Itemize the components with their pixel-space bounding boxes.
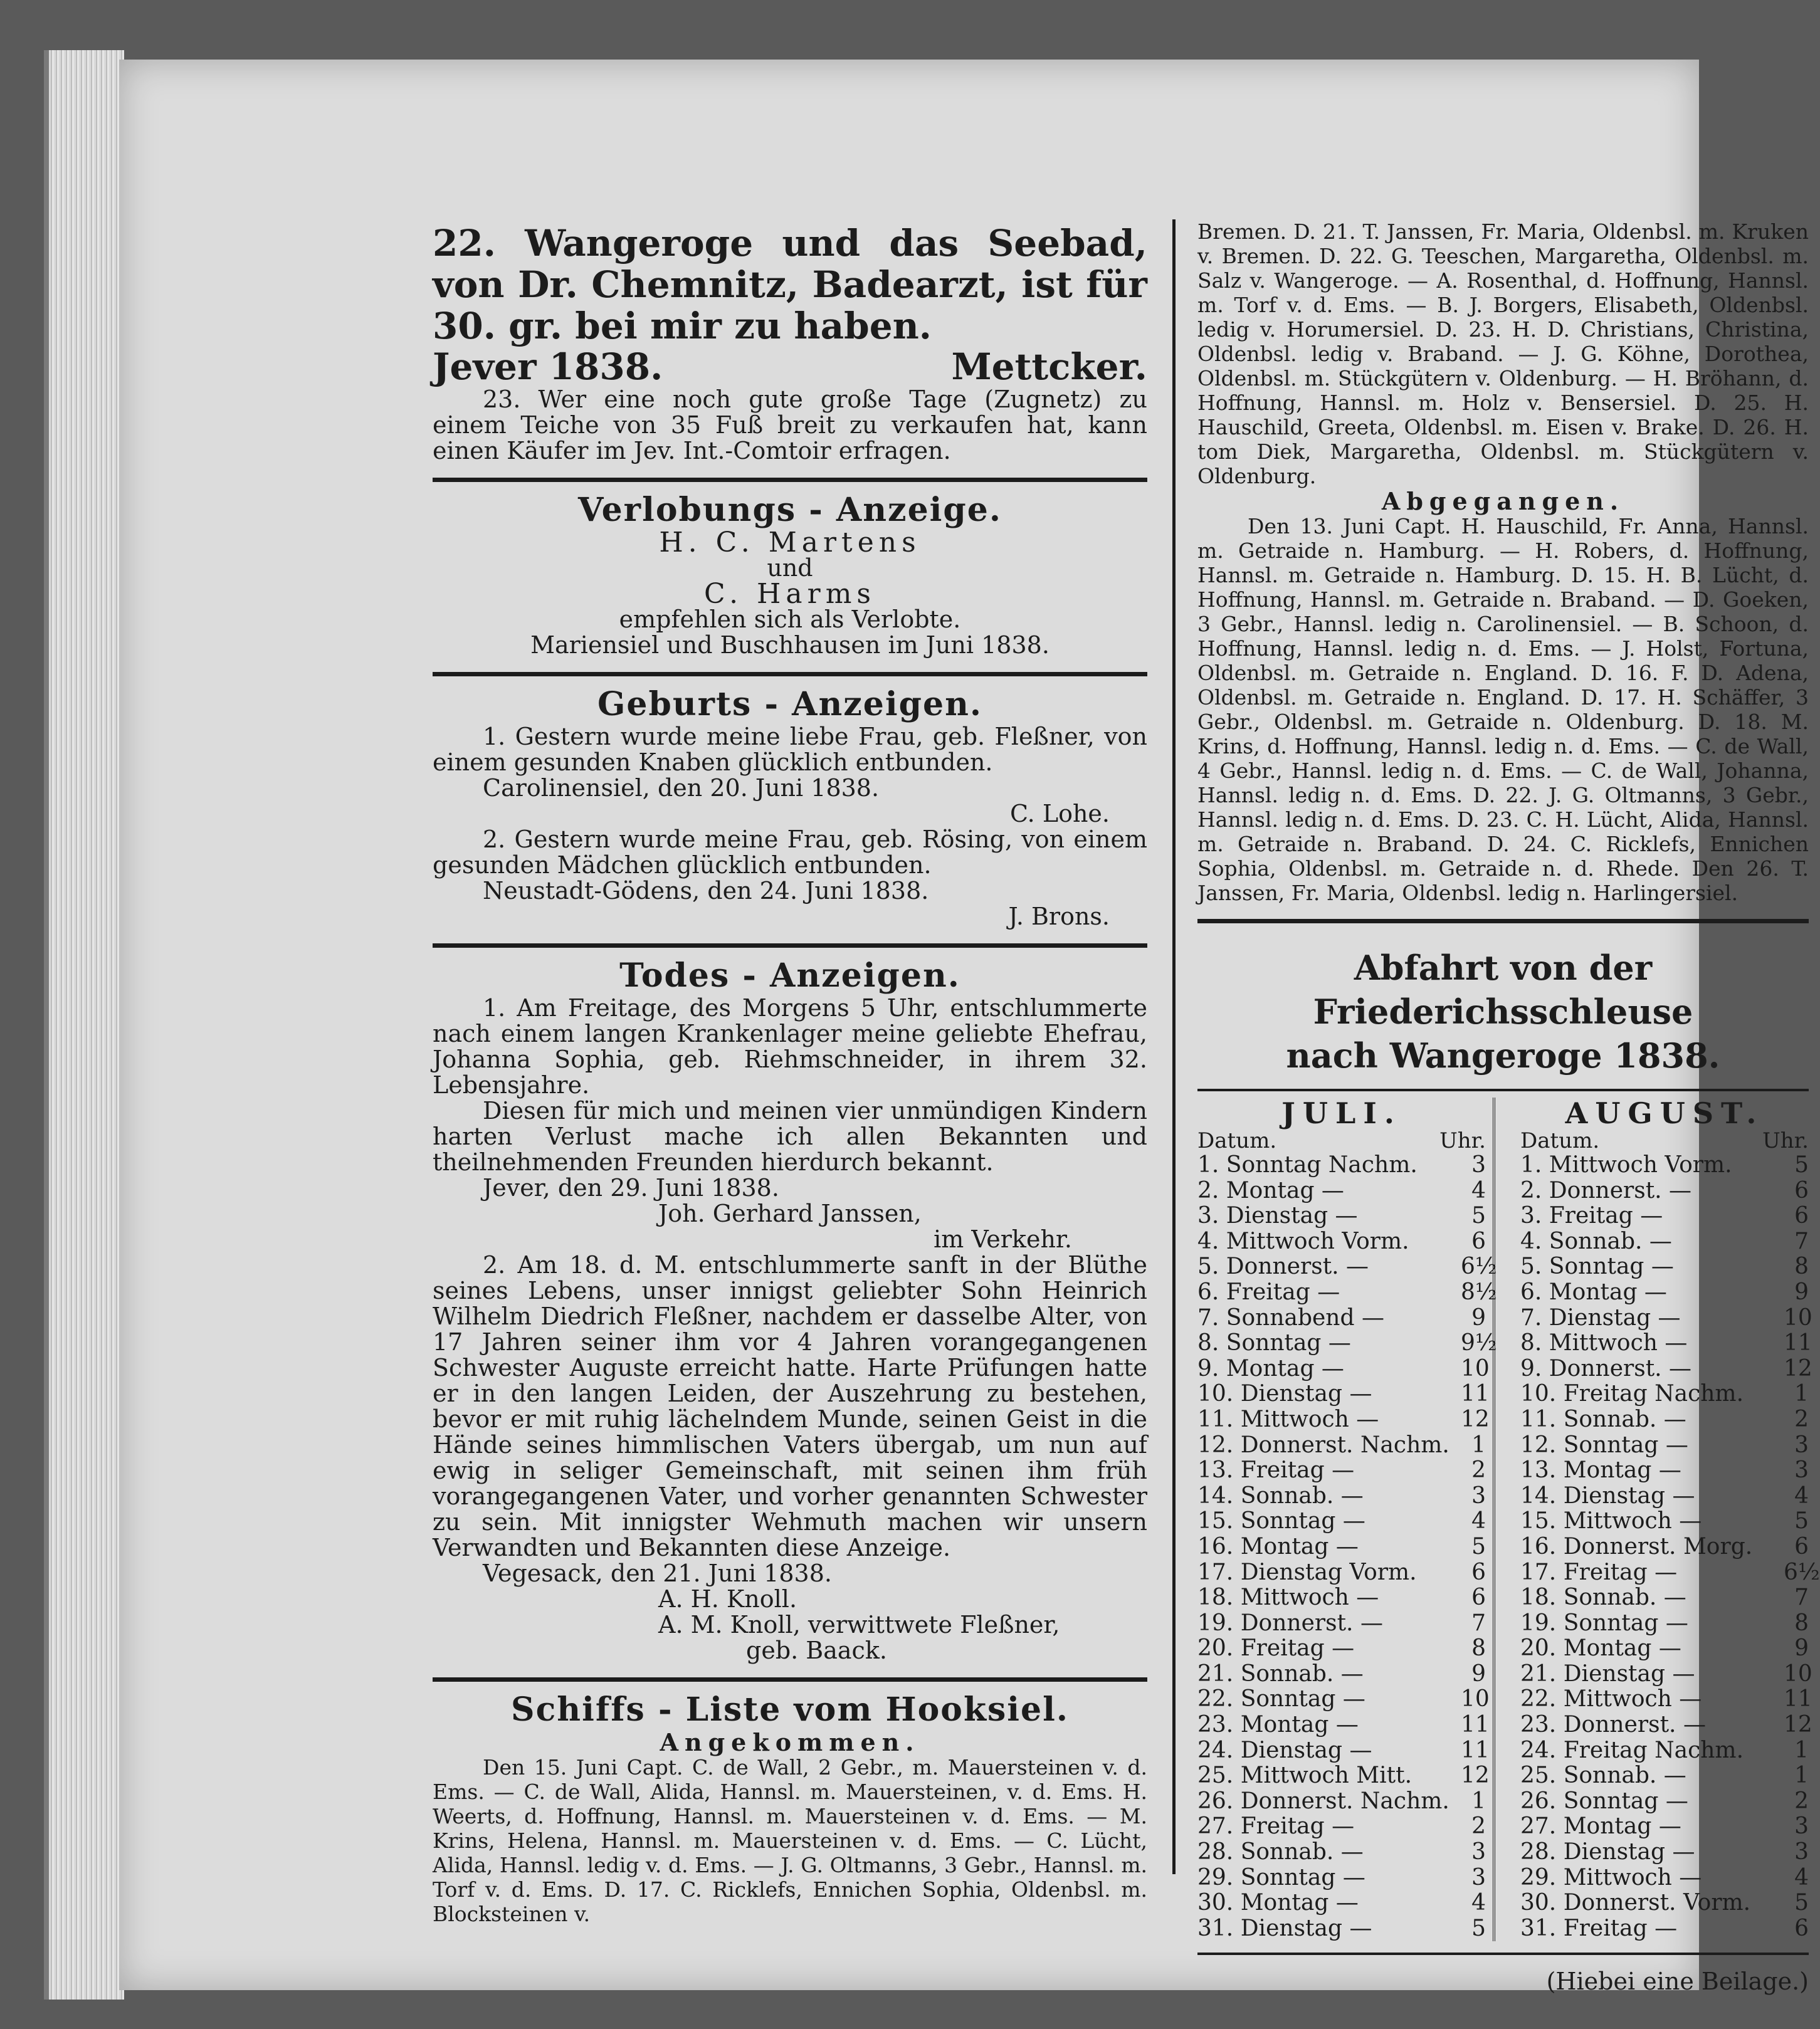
schedule-hour: 5 — [1471, 1203, 1486, 1229]
schedule-row — [1197, 1229, 1486, 1255]
schedule-hour: 4 — [1794, 1864, 1809, 1890]
todes-notice-1-signature-2: im Verkehr. — [934, 1225, 1072, 1253]
schedule-header — [1520, 1129, 1809, 1153]
schedule-hour: 1 — [1471, 1432, 1486, 1458]
schedule-row — [1197, 1306, 1486, 1331]
schedule-hour: 10 — [1784, 1304, 1812, 1331]
schedule-hour: 7 — [1794, 1585, 1809, 1611]
schedule-hour: 5 — [1794, 1890, 1809, 1916]
schedule-day: 4. Mittwoch Vorm. — [1197, 1228, 1409, 1254]
schedule-hour: 1 — [1471, 1788, 1486, 1814]
schedule-day: 8. Mittwoch — — [1520, 1330, 1688, 1356]
schedule-row — [1197, 1254, 1497, 1280]
column-divider — [1172, 219, 1176, 1874]
schedule-row — [1197, 1534, 1486, 1560]
schedule-hour: 11 — [1461, 1737, 1490, 1763]
schedule-row — [1520, 1840, 1809, 1865]
geburt-notice-2-place: Neustadt-Gödens, den 24. Juni 1838. — [483, 877, 929, 904]
schedule-hour: 10 — [1461, 1686, 1490, 1712]
divider — [433, 943, 1147, 948]
schedule-hour: 11 — [1461, 1381, 1490, 1407]
schedule-day: 20. Montag — — [1520, 1635, 1681, 1662]
schedule-hour: 9 — [1794, 1279, 1809, 1305]
schedule-day: 28. Sonnab. — — [1197, 1839, 1364, 1865]
schedule-hour: 7 — [1794, 1228, 1809, 1254]
schedule-row — [1520, 1916, 1809, 1942]
geburt-notice-1: 1. Gestern wurde meine liebe Frau, geb. Fleßner, von einem gesunden Knaben glücklich entbunden. — [433, 723, 1147, 776]
schedule-row — [1197, 1865, 1486, 1891]
schedule-hour: 9 — [1794, 1635, 1809, 1662]
schedule-day: 17. Freitag — — [1520, 1559, 1678, 1585]
verlobung-name-2: C. Harms — [703, 578, 876, 610]
schedule-day: 2. Donnerst. — — [1520, 1177, 1692, 1203]
schedule-hour: 8 — [1794, 1610, 1809, 1636]
schedule-day: 27. Freitag — — [1197, 1813, 1355, 1840]
schedule-hour: 4 — [1794, 1482, 1809, 1509]
schedule-hour: 6 — [1471, 1228, 1486, 1254]
schedule-hour: 5 — [1471, 1915, 1486, 1941]
schedule-row — [1520, 1153, 1809, 1178]
schedule-title-2: nach Wangeroge 1838. — [1286, 1035, 1720, 1076]
schedule-hour: 10 — [1784, 1660, 1812, 1687]
month-august: AUGUST. — [1565, 1096, 1764, 1130]
schedule-hour: 4 — [1471, 1890, 1486, 1916]
geburt-notice-2: 2. Gestern wurde meine Frau, geb. Rösing, von einem gesunden Mädchen glücklich entbunden. — [433, 826, 1147, 879]
schedule-row — [1197, 1484, 1486, 1509]
brace-divider — [1493, 1098, 1514, 1941]
schedule-hour: 11 — [1784, 1330, 1812, 1356]
schedule-day: 21. Sonnab. — — [1197, 1660, 1364, 1687]
schedule-hour: 6 — [1794, 1203, 1809, 1229]
schedule-hour: 3 — [1471, 1482, 1486, 1509]
schedule-row — [1197, 1585, 1486, 1611]
geburt-notice-2-signature: J. Brons. — [1008, 903, 1110, 930]
angekommen-list-continued: Bremen. D. 21. T. Janssen, Fr. Maria, Oldenbsl. m. Kruken v. Bremen. D. 22. G. Teeschen, Margaretha, Oldenbsl. m. Salz v. Wangeroge. — A. Rosenthal, d. Hoffnung, Hannsl. m. Torf v. d. Ems. — B. J. Borgers, Elisabeth, Oldenbsl. ledig v. Horumersiel. D. 23. H. D. Christians, Christina, Oldenbsl. ledig v. Braband. — J. G. Köhne, Dorothea, Oldenbsl. m. Stückgütern v. Oldenburg. — H. Bröhann, d. Hoffnung, Hannsl. m. Holz v. Bensersiel. D. 25. H. Hauschild, Greeta, Oldenbsl. m. Eisen v. Brake. D. 26. H. tom Diek, Margaretha, Oldenbsl. m. Stückgütern v. Oldenburg. — [1197, 219, 1809, 488]
geburt-notice-1-signature: C. Lohe. — [1009, 800, 1110, 827]
schedule-day: 5. Donnerst. — — [1197, 1254, 1369, 1280]
schedule-hour: 6½ — [1461, 1254, 1497, 1280]
schedule-hour: 5 — [1794, 1508, 1809, 1534]
schedule-row — [1520, 1712, 1812, 1738]
schedule-day: 11. Sonnab. — — [1520, 1406, 1686, 1432]
schedule-row — [1197, 1178, 1486, 1204]
newspaper-page — [119, 60, 1820, 1996]
schedule-hour: 6 — [1794, 1915, 1809, 1941]
schedule-hour: 4 — [1471, 1177, 1486, 1203]
notice-22-signature — [433, 347, 1147, 387]
schedule-row — [1197, 1458, 1486, 1484]
schedule-row — [1520, 1789, 1809, 1815]
schedule-hour: 12 — [1784, 1355, 1812, 1382]
notice-22: 22. Wangeroge und das Seebad, von Dr. Chemnitz, Badearzt, ist für 30. gr. bei mir zu haben. — [433, 222, 1147, 347]
schedule-day: 22. Sonntag — — [1197, 1686, 1365, 1712]
todes-notice-2: 2. Am 18. d. M. entschlummerte sanft in der Blüthe seines Lebens, unser innigst geliebter Sohn Heinrich Wilhelm Diedrich Fleßner, nachdem er dasselbe Alter, von 17 Jahren seiner ihm vor 4 Jahren vorangegangenen Schwester Auguste erreicht hatte. Harte Prüfungen hatte er in den langen Leiden, der Auszehrung zu bestehen, bevor er mit ruhig lächelndem Munde, seinen Geist in die Hände seines himmlischen Vaters übergab, um nun auf ewig in seliger Gemeinschaft, mit seinen ihm früh vorangegangenen Vater, und vorher genannten Schwester zu sein. Mit innigster Wehmuth machen wir unsern Verwandten und Bekannten diese Anzeige. — [433, 1251, 1147, 1561]
schedule-day: 24. Dienstag — — [1197, 1737, 1372, 1763]
schedule-row — [1520, 1178, 1809, 1204]
schedule-day: 29. Sonntag — — [1197, 1864, 1365, 1890]
schedule-day: 31. Dienstag — — [1197, 1915, 1372, 1941]
schedule-row — [1520, 1484, 1809, 1509]
schedule-hour: 9 — [1471, 1304, 1486, 1331]
schedule-row — [1197, 1916, 1486, 1942]
schedule-row — [1520, 1203, 1809, 1229]
schedule-row — [1520, 1763, 1809, 1789]
schedule-row — [1520, 1559, 1820, 1586]
schedule-day: 5. Sonntag — — [1520, 1254, 1674, 1280]
divider — [1197, 1089, 1809, 1091]
schedule-day: 13. Montag — — [1520, 1457, 1681, 1484]
schedule-day: 10. Dienstag — — [1197, 1381, 1372, 1407]
schedule-day: 7. Dienstag — — [1520, 1304, 1681, 1331]
schedule-hour: 12 — [1784, 1712, 1812, 1738]
schedule-row — [1520, 1382, 1809, 1407]
schedule-hour: 1 — [1794, 1737, 1809, 1763]
schedule-day: 3. Freitag — — [1520, 1203, 1663, 1229]
schedule-hour: 4 — [1471, 1508, 1486, 1534]
schedule-title-1: Abfahrt von der Friederichsschleuse — [1313, 948, 1693, 1032]
schedule-hour: 7 — [1471, 1610, 1486, 1636]
schiffs-title: Schiffs - Liste vom Hooksiel. — [511, 1691, 1069, 1729]
schedule-day: 19. Donnerst. — — [1197, 1610, 1383, 1636]
schedule-day: 3. Dienstag — — [1197, 1203, 1358, 1229]
departure-schedule — [1197, 1096, 1820, 1941]
schedule-day: 12. Sonntag — — [1520, 1432, 1688, 1458]
schedule-hour: 1 — [1794, 1763, 1809, 1789]
schedule-row — [1520, 1686, 1812, 1712]
schedule-hour: 12 — [1461, 1763, 1490, 1789]
schedule-day: 24. Freitag Nachm. — [1520, 1737, 1744, 1763]
schedule-row — [1520, 1636, 1809, 1662]
schedule-hour: 9½ — [1461, 1330, 1497, 1356]
schedule-day: 6. Freitag — — [1197, 1279, 1340, 1305]
geburt-notice-1-place: Carolinensiel, den 20. Juni 1838. — [483, 774, 880, 802]
angekommen-heading: Angekommen. — [660, 1728, 920, 1756]
datum-label: Datum. — [1520, 1128, 1600, 1153]
todes-title: Todes - Anzeigen. — [619, 957, 960, 995]
schedule-day: 14. Sonnab. — — [1197, 1482, 1364, 1509]
schedule-row — [1520, 1534, 1809, 1560]
notice-22-name: Mettcker. — [951, 345, 1147, 388]
schedule-day: 8. Sonntag — — [1197, 1330, 1351, 1356]
todes-notice-2-signature-3: geb. Baack. — [746, 1637, 887, 1664]
schedule-day: 7. Sonnabend — — [1197, 1304, 1384, 1331]
schedule-row — [1197, 1355, 1490, 1382]
schedule-day: 23. Montag — — [1197, 1712, 1359, 1738]
schedule-day: 26. Donnerst. Nachm. — [1197, 1788, 1449, 1814]
schedule-row — [1197, 1840, 1486, 1865]
todes-notice-2-place: Vegesack, den 21. Juni 1838. — [483, 1560, 832, 1587]
schedule-day: 25. Sonnab. — — [1520, 1763, 1686, 1789]
schedule-hour: 6½ — [1784, 1559, 1820, 1585]
schedule-hour: 8½ — [1461, 1279, 1497, 1305]
divider — [433, 478, 1147, 482]
schedule-day: 15. Sonntag — — [1197, 1508, 1365, 1534]
divider — [1197, 919, 1809, 923]
schedule-header — [1197, 1129, 1486, 1153]
schedule-hour: 6 — [1794, 1177, 1809, 1203]
schedule-row — [1520, 1814, 1809, 1840]
schedule-day: 28. Dienstag — — [1520, 1839, 1695, 1865]
verlobung-title: Verlobungs - Anzeige. — [578, 491, 1002, 529]
schedule-hour: 12 — [1461, 1406, 1490, 1432]
schedule-row — [1520, 1611, 1809, 1637]
schedule-row — [1520, 1229, 1809, 1255]
schedule-day: 27. Montag — — [1520, 1813, 1681, 1840]
schedule-row — [1520, 1585, 1809, 1611]
schedule-day: 2. Montag — — [1197, 1177, 1344, 1203]
schedule-day: 14. Dienstag — — [1520, 1482, 1695, 1509]
schedule-row — [1520, 1509, 1809, 1534]
schedule-day: 22. Mittwoch — — [1520, 1686, 1702, 1712]
schedule-day: 9. Donnerst. — — [1520, 1355, 1692, 1382]
todes-notice-1-signature: Joh. Gerhard Janssen, — [658, 1200, 922, 1227]
todes-notice-1: 1. Am Freitage, des Morgens 5 Uhr, entschlummerte nach einem langen Krankenlager meine geliebte Ehefrau, Johanna Sophia, geb. Riehmschneider, in ihrem 32. Lebensjahre. — [433, 994, 1147, 1099]
july-rows — [1197, 1152, 1497, 1941]
schedule-row — [1197, 1509, 1486, 1534]
angekommen-list: Den 15. Juni Capt. C. de Wall, 2 Gebr., m. Mauersteinen v. d. Ems. — C. de Wall, Alida, Hannsl. m. Mauersteinen, v. d. Ems. H. Weerts, d. Hoffnung, Hannsl. m. Mauersteinen v. d. Ems. — M. Krins, Helena, Hannsl. m. Mauersteinen v. d. Ems. — C. Lücht, Alida, Hannsl. ledig v. d. Ems. — J. G. Oltmanns, 3 Gebr., Hannsl. m. Torf v. d. Ems. D. 17. C. Ricklefs, Ennichen Sophia, Oldenbsl. m. Blocksteinen v. — [433, 1755, 1147, 1926]
schedule-row — [1520, 1890, 1809, 1916]
schedule-row — [1197, 1789, 1486, 1815]
book-page-edges — [44, 50, 124, 2000]
schedule-hour: 3 — [1471, 1839, 1486, 1865]
schedule-row — [1197, 1381, 1490, 1407]
schedule-day: 21. Dienstag — — [1520, 1660, 1695, 1687]
uhr-label: Uhr. — [1439, 1128, 1486, 1153]
schedule-day: 1. Sonntag Nachm. — [1197, 1152, 1418, 1178]
schedule-row — [1197, 1433, 1486, 1459]
schedule-hour: 3 — [1794, 1457, 1809, 1484]
schedule-row — [1197, 1814, 1486, 1840]
schedule-row — [1197, 1636, 1486, 1662]
abgegangen-heading: Abgegangen. — [1381, 487, 1625, 515]
schedule-hour: 5 — [1471, 1533, 1486, 1560]
schedule-hour: 3 — [1794, 1813, 1809, 1840]
schedule-hour: 3 — [1794, 1432, 1809, 1458]
schedule-day: 6. Montag — — [1520, 1279, 1667, 1305]
schedule-day: 15. Mittwoch — — [1520, 1508, 1702, 1534]
schedule-row — [1520, 1355, 1812, 1382]
schedule-row — [1197, 1279, 1497, 1306]
left-column — [433, 154, 1147, 1926]
schedule-row — [1197, 1662, 1486, 1687]
schedule-day: 26. Sonntag — — [1520, 1788, 1688, 1814]
verlobung-place: Mariensiel und Buschhausen im Juni 1838. — [530, 631, 1049, 659]
schedule-row — [1197, 1330, 1497, 1356]
schedule-day: 11. Mittwoch — — [1197, 1406, 1379, 1432]
schedule-day: 18. Mittwoch — — [1197, 1585, 1379, 1611]
schedule-hour: 8 — [1794, 1254, 1809, 1280]
divider — [1197, 1953, 1809, 1955]
schedule-row — [1520, 1738, 1809, 1764]
verlobung-und: und — [767, 554, 813, 582]
schedule-day: 13. Freitag — — [1197, 1457, 1355, 1484]
schedule-row — [1197, 1712, 1490, 1738]
schedule-hour: 3 — [1794, 1839, 1809, 1865]
schedule-hour: 11 — [1461, 1712, 1490, 1738]
schedule-day: 25. Mittwoch Mitt. — [1197, 1763, 1412, 1789]
schedule-hour: 6 — [1471, 1559, 1486, 1585]
schedule-day: 31. Freitag — — [1520, 1915, 1678, 1941]
todes-notice-1b: Diesen für mich und meinen vier unmündigen Kindern harten Verlust mache ich allen Bekannten und theilnehmenden Freunden hierdurch bekannt. — [433, 1097, 1147, 1176]
geburt-title: Geburts - Anzeigen. — [597, 685, 982, 723]
schedule-hour: 9 — [1471, 1660, 1486, 1687]
schedule-hour: 6 — [1471, 1585, 1486, 1611]
schedule-row — [1520, 1280, 1809, 1306]
notice-23: 23. Wer eine noch gute große Tage (Zugnetz) zu einem Teiche von 35 Fuß breit zu verkaufen hat, kann einen Käufer im Jev. Int.-Comtoir erfragen. — [433, 385, 1147, 464]
notice-22-place: Jever 1838. — [433, 345, 663, 388]
schedule-row — [1520, 1330, 1812, 1356]
todes-notice-1-place: Jever, den 29. Juni 1838. — [483, 1174, 779, 1202]
schedule-day: 10. Freitag Nachm. — [1520, 1381, 1744, 1407]
schedule-day: 9. Montag — — [1197, 1355, 1344, 1382]
schedule-hour: 2 — [1471, 1813, 1486, 1840]
schedule-hour: 3 — [1471, 1152, 1486, 1178]
schedule-row — [1197, 1406, 1490, 1433]
beilage-note: (Hiebei eine Beilage.) — [1546, 1968, 1809, 1996]
schedule-july — [1197, 1096, 1497, 1941]
schedule-hour: 8 — [1471, 1635, 1486, 1662]
schedule-day: 16. Montag — — [1197, 1533, 1359, 1560]
todes-notice-2-signature-1: A. H. Knoll. — [658, 1585, 797, 1613]
schedule-day: 20. Freitag — — [1197, 1635, 1355, 1662]
schedule-hour: 2 — [1794, 1788, 1809, 1814]
abgegangen-list: Den 13. Juni Capt. H. Hauschild, Fr. Anna, Hannsl. m. Getraide n. Hamburg. — H. Robers, d. Hoffnung, Hannsl. m. Getraide n. Hamburg. D. 15. H. B. Lücht, d. Hoffnung, Hannsl. m. Getraide n. Braband. — D. Goeken, 3 Gebr., Hannsl. ledig n. Carolinensiel. — B. Schoon, d. Hoffnung, Hannsl. ledig n. d. Ems. — J. Holst, Fortuna, Oldenbsl. m. Getraide n. England. D. 16. F. D. Adena, Oldenbsl. m. Getraide n. England. D. 17. H. Schäffer, 3 Gebr., Oldenbsl. m. Getraide n. Oldenburg. D. 18. M. Krins, d. Hoffnung, Hannsl. ledig n. d. Ems. — C. de Wall, 4 Gebr., Hannsl. ledig n. d. Ems. — C. de Wall, Johanna, Hannsl. ledig n. d. Ems. D. 22. J. G. Oltmanns, 3 Gebr., Hannsl. ledig n. d. Ems. D. 23. C. H. Lücht, Alida, Hannsl. m. Getraide n. Braband. D. 24. C. Ricklefs, Ennichen Sophia, Oldenbsl. m. Getraide n. d. Rhede. Den 26. T. Janssen, Fr. Maria, Oldenbsl. ledig n. Harlingersiel. — [1197, 514, 1809, 905]
schedule-row — [1520, 1254, 1809, 1280]
schedule-hour: 10 — [1461, 1355, 1490, 1382]
schedule-day: 1. Mittwoch Vorm. — [1520, 1152, 1732, 1178]
todes-notice-2-signature-2: A. M. Knoll, verwittwete Fleßner, — [658, 1611, 1060, 1638]
right-column — [1197, 154, 1820, 1996]
schedule-hour: 11 — [1784, 1686, 1812, 1712]
schedule-hour: 2 — [1471, 1457, 1486, 1484]
schedule-row — [1520, 1433, 1809, 1459]
uhr-label: Uhr. — [1762, 1128, 1809, 1153]
datum-label: Datum. — [1197, 1128, 1277, 1153]
august-rows — [1520, 1152, 1820, 1941]
schedule-row — [1197, 1560, 1486, 1586]
schedule-hour: 3 — [1471, 1864, 1486, 1890]
schedule-day: 12. Donnerst. Nachm. — [1197, 1432, 1449, 1458]
divider — [433, 1677, 1147, 1682]
verlobung-name-1: H. C. Martens — [659, 527, 921, 558]
schedule-day: 30. Montag — — [1197, 1890, 1359, 1916]
schedule-row — [1197, 1737, 1490, 1764]
schedule-day: 4. Sonnab. — — [1520, 1228, 1672, 1254]
schedule-hour: 5 — [1794, 1152, 1809, 1178]
schedule-day: 16. Donnerst. Morg. — [1520, 1533, 1753, 1560]
schedule-row — [1520, 1304, 1812, 1331]
schedule-row — [1520, 1865, 1809, 1891]
schedule-august — [1520, 1096, 1820, 1941]
schedule-row — [1197, 1203, 1486, 1229]
schedule-row — [1197, 1611, 1486, 1637]
schedule-day: 17. Dienstag Vorm. — [1197, 1559, 1417, 1585]
schedule-row — [1520, 1407, 1809, 1433]
schedule-day: 29. Mittwoch — — [1520, 1864, 1702, 1890]
schedule-hour: 6 — [1794, 1533, 1809, 1560]
month-july: JULI. — [1281, 1096, 1402, 1130]
schedule-row — [1520, 1660, 1812, 1687]
schedule-day: 19. Sonntag — — [1520, 1610, 1688, 1636]
schedule-hour: 2 — [1794, 1406, 1809, 1432]
schedule-row — [1197, 1153, 1486, 1178]
schedule-row — [1520, 1458, 1809, 1484]
schedule-day: 30. Donnerst. Vorm. — [1520, 1890, 1751, 1916]
schedule-day: 23. Donnerst. — — [1520, 1712, 1706, 1738]
schedule-row — [1197, 1763, 1490, 1789]
schedule-hour: 1 — [1794, 1381, 1809, 1407]
divider — [433, 672, 1147, 676]
schedule-row — [1197, 1890, 1486, 1916]
schedule-day: 18. Sonnab. — — [1520, 1585, 1686, 1611]
schedule-row — [1197, 1686, 1490, 1712]
verlobung-line: empfehlen sich als Verlobte. — [619, 606, 961, 633]
